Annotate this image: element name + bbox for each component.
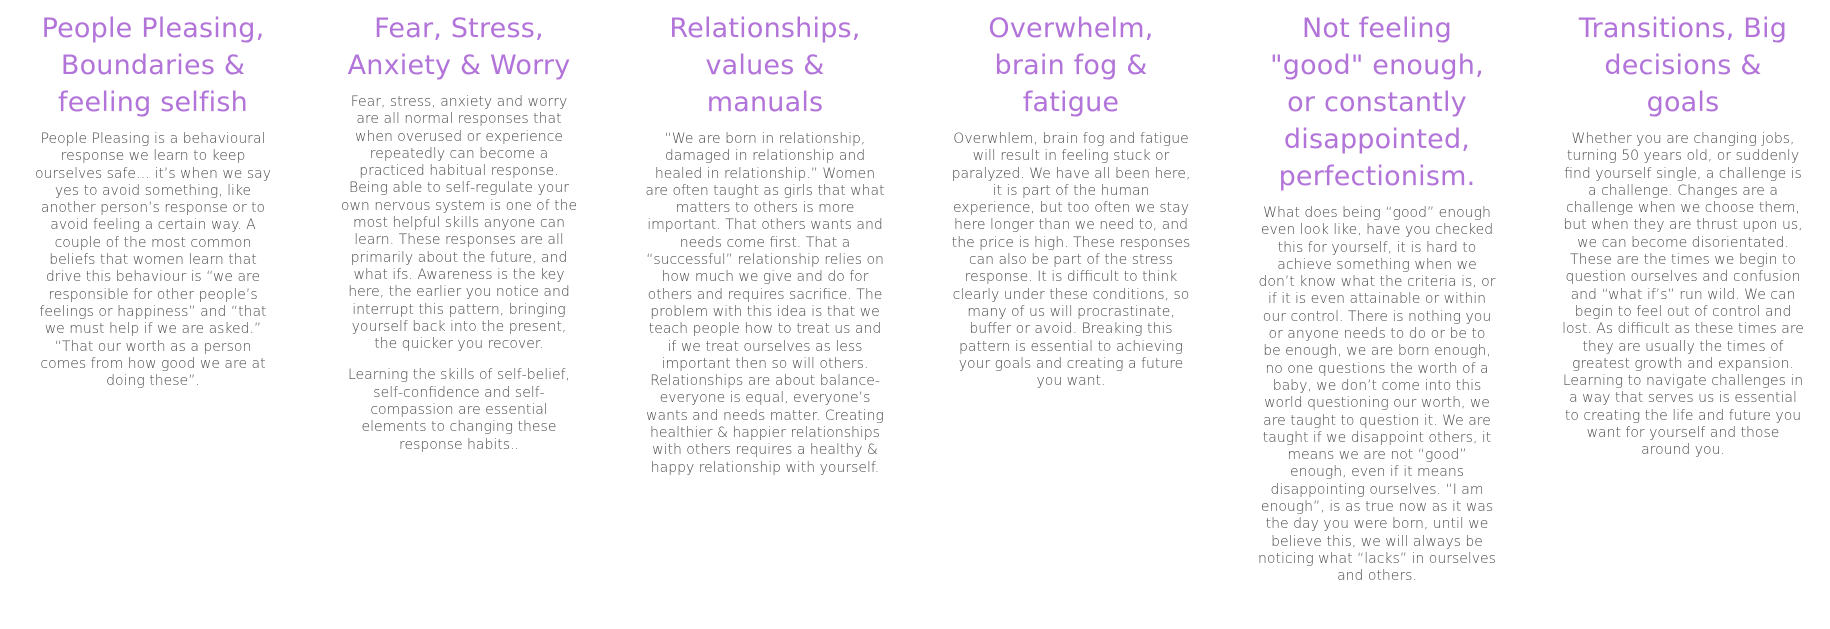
title-line: perfectionism. [1278, 161, 1476, 192]
column-body [946, 131, 1196, 390]
title-line: Boundaries & [60, 50, 246, 81]
title-line: brain fog & [994, 50, 1148, 81]
column-overwhelm [946, 10, 1196, 600]
title-line: feeling selfish [58, 87, 248, 118]
column-title [946, 10, 1196, 121]
body-paragraph: “We are born in relationship, damaged in relationship and healed in relationship.” Women are often taught as girls that what matters to others is more important. That others wants and needs come first. That a “successful” relationship relies on how much we give and do for others and requires sacrifice. The problem with this idea is that we teach people how to treat us and if we treat ourselves as less important then so will others. Relationships are about balance- everyone is equal, everyone’s wants and needs matter. Creating healthier & happier relationships with others requires a healthy & happy relationship with yourself. [645, 131, 885, 476]
title-line: Fear, Stress, [374, 13, 544, 44]
title-line: decisions & [1604, 50, 1762, 81]
body-paragraph: People Pleasing is a behavioural response we learn to keep ourselves safe… it’s when we say yes to avoid something, like another person’s response or to avoid feeling a certain way. A couple of the most common beliefs that women learn that drive this behaviour is “we are responsible for other people’s feelings or happiness” and “that we must help if we are asked.” “That our worth as a person comes from how good we are at doing these”. [34, 131, 271, 390]
column-people-pleasing [28, 10, 278, 600]
body-paragraph: Fear, stress, anxiety and worry are all normal responses that when overused or experience repeatedly can become a practiced habitual response. Being able to self-regulate your own nervous system is one of the most helpful skills anyone can learn. These responses are all primarily about the future, and what ifs. Awareness is the key here, the earlier you notice and interrupt this pattern, bringing yourself back into the present, the quicker you recover. [340, 94, 578, 353]
column-body [1252, 205, 1502, 586]
title-line: "good" enough, [1270, 50, 1484, 81]
title-line: disappointed, [1283, 124, 1471, 155]
column-body [640, 131, 890, 477]
topic-columns [28, 10, 1808, 600]
column-body [334, 94, 584, 454]
column-title [1252, 10, 1502, 195]
title-line: Not feeling [1301, 13, 1453, 44]
body-paragraph: Overwhlem, brain fog and fatigue will result in feeling stuck or paralyzed. We have all been here, it is part of the human experience, but too often we stay here longer than we need to, and the price is high. These responses can also be part of the stress response. It is difficult to think clearly under these conditions, so many of us will procrastinate, buffer or avoid. Breaking this pattern is essential to achieving your goals and creating a future you want. [951, 131, 1191, 390]
title-line: values & [705, 50, 825, 81]
title-line: or constantly [1287, 87, 1467, 118]
column-relationships [640, 10, 890, 600]
body-paragraph: Whether you are changing jobs, turning 50 years old, or suddenly find yourself single, a challenge is a challenge. Changes are a challenge when we choose them, but when they are thrust upon us, we can become disorientated. These are the times we begin to question ourselves and confusion and “what if’s” run wild. We can begin to feel out of control and lost. As difficult as these times are they are usually the times of greatest growth and expansion. Learning to navigate challenges in a way that serves us is essential to creating the life and future you want for yourself and those around you. [1562, 131, 1804, 459]
title-line: goals [1646, 87, 1720, 118]
title-line: Relationships, [669, 13, 861, 44]
title-line: Overwhelm, [988, 13, 1154, 44]
title-line: manuals [706, 87, 824, 118]
title-line: People Pleasing, [41, 13, 265, 44]
body-paragraph: What does being “good” enough even look like, have you checked this for yourself, it is hard to achieve something when we don’t know what the criteria is, or if it is even attainable or within our control. There is nothing you or anyone needs to do or be to be enough, we are born enough, no one questions the worth of a baby, we don’t come into this world questioning our worth, we are taught to question it. We are taught if we disappoint others, it means we are not “good” enough, even if it means disappointing ourselves. “I am enough”, is as true now as it was the day you were born, until we believe this, we will always be noticing what “lacks” in ourselves and others. [1258, 205, 1496, 585]
title-line: fatigue [1022, 87, 1120, 118]
title-line: Transitions, Big [1578, 13, 1788, 44]
column-title [334, 10, 584, 84]
title-line: Anxiety & Worry [347, 50, 571, 81]
column-fear-stress-anxiety [334, 10, 584, 600]
column-title [1558, 10, 1808, 121]
column-transitions [1558, 10, 1808, 600]
column-body [28, 131, 278, 390]
column-body [1558, 131, 1808, 460]
column-title [640, 10, 890, 121]
column-not-good-enough [1252, 10, 1502, 600]
body-paragraph: Learning the skills of self-belief, self-confidence and self-compassion are essential elements to changing these response habits.. [348, 367, 570, 453]
column-title [28, 10, 278, 121]
